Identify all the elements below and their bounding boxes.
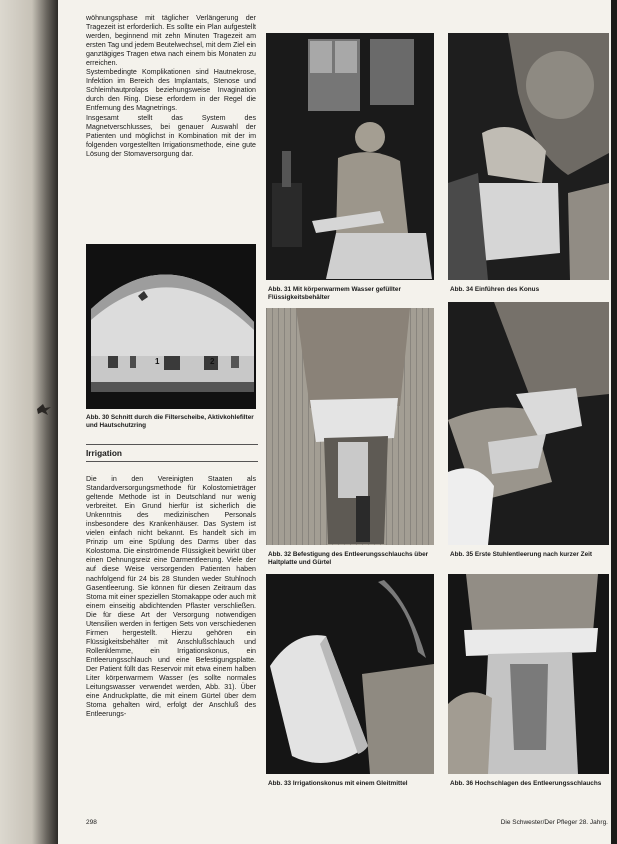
body-text: Die in den Vereinigten Staaten als Standardversorgungsmethode für Kolostomieträger geltende Methode ist in Deutschland nur wenig verbreitet. Ein Grund hierfür ist sicherlich die Unkenntnis des medizinischen Personals insbesondere des Krankenhäuser. Das System ist vielen einfach nicht bekannt. Es handelt sich im Prinzip um eine Spülung des Darms über das Kolostoma. Die einströmende Flüssigkeit bewirkt über einen Dehnungsreiz eine Darmentleerung. Viele der auf diese Weise versorgenden Patienten haben nachfolgend für 24 bis 28 Stunden weder Stuhlnoch Gasentleerung. Sie können für diesen Zeitraum das Stoma mit einer speziellen Stomakappe oder auch mit einem einseitig abdichtenden Pflaster verschließen. Die für diese Art der Versorgung notwendigen Utensilien werden in fertigen Sets von verschiedenen Firmen hergestellt. Hierzu gehören ein Flüssigkeitsbehälter mit Anschlußschlauch und Rollenklemme, ein Irrigationskonus, ein Entleerungsschlauch und eine Befestigungsplatte. Der Patient füllt das Reservoir mit etwa einem halben Liter körperwarmem Wasser (es sollte normales Leitungswasser verwendet werden, Abb. 31). Über eine Andruckplatte, die mit einem Gürtel über dem Stoma gehalten wird, erfolgt der Anschluß des Entleerungs- (86, 475, 256, 719)
section-heading: Irrigation (86, 448, 122, 458)
photo-abb31 (266, 33, 434, 280)
caption-abb30: Abb. 30 Schnitt durch die Filterscheibe, Aktivkohlefilter und Hautschutzring (86, 414, 254, 429)
photo-abb32 (266, 308, 434, 545)
caption-abb33: Abb. 33 Irrigationskonus mit einem Gleitmittel (268, 780, 408, 787)
section-rule (86, 461, 258, 462)
section-rule (86, 444, 258, 445)
intro-paragraph: wöhnungsphase mit täglicher Verlängerung der Tragezeit ist erforderlich. Es sollte ein Plan aufgestellt werden, beginnend mit zehn Minuten Tragezeit am ersten Tag und jedem Beutelwechsel, mit dem Ziel ein ganztägiges Tragen etwa nach einem bis Monaten zu erreichen. (86, 14, 256, 68)
caption-abb32: Abb. 32 Befestigung des Entleerungsschlauchs über Haltplatte und Gürtel (268, 551, 429, 566)
intro-text (86, 14, 256, 159)
book-spine (0, 0, 58, 844)
caption-abb36: Abb. 36 Hochschlagen des Entleerungsschlauchs (450, 780, 602, 787)
caption-abb35: Abb. 35 Erste Stuhlentleerung nach kurzer Zeit (450, 551, 593, 558)
photo-abb33 (266, 574, 434, 774)
page-edge (611, 0, 617, 844)
caption-abb34: Abb. 34 Einführen des Konus (450, 286, 540, 293)
photo-abb35 (448, 302, 609, 545)
page-clip-mark (36, 402, 52, 416)
journal-footer: Die Schwester/Der Pfleger 28. Jahrg. (500, 819, 608, 826)
figure-abb30-filter-disc (86, 244, 256, 409)
photo-abb34 (448, 33, 609, 280)
photo-abb36 (448, 574, 609, 774)
figure-label: 2 (210, 357, 215, 366)
figure-label: 1 (155, 357, 160, 366)
page-number: 298 (86, 819, 97, 826)
caption-abb31: Abb. 31 Mit körperwarmem Wasser gefüllter Flüssigkeitsbehälter (268, 286, 401, 301)
intro-paragraph: Insgesamt stellt das System des Magnetverschlusses, bei genauer Auswahl der Patienten und möglichst in Kombination mit der im folgenden vorgestellten Irrigationsmethode, eine gute Lösung der Stomaversorgung dar. (86, 113, 256, 158)
intro-paragraph: Systembedingte Komplikationen sind Hautnekrose, Infektion im Bereich des Implantats, Stenose und Schleimhautprolaps beziehungsweise Invagination durch den Ring. Diese erfordern in der Regel die Entfernung des Magnetrings. (86, 68, 256, 113)
